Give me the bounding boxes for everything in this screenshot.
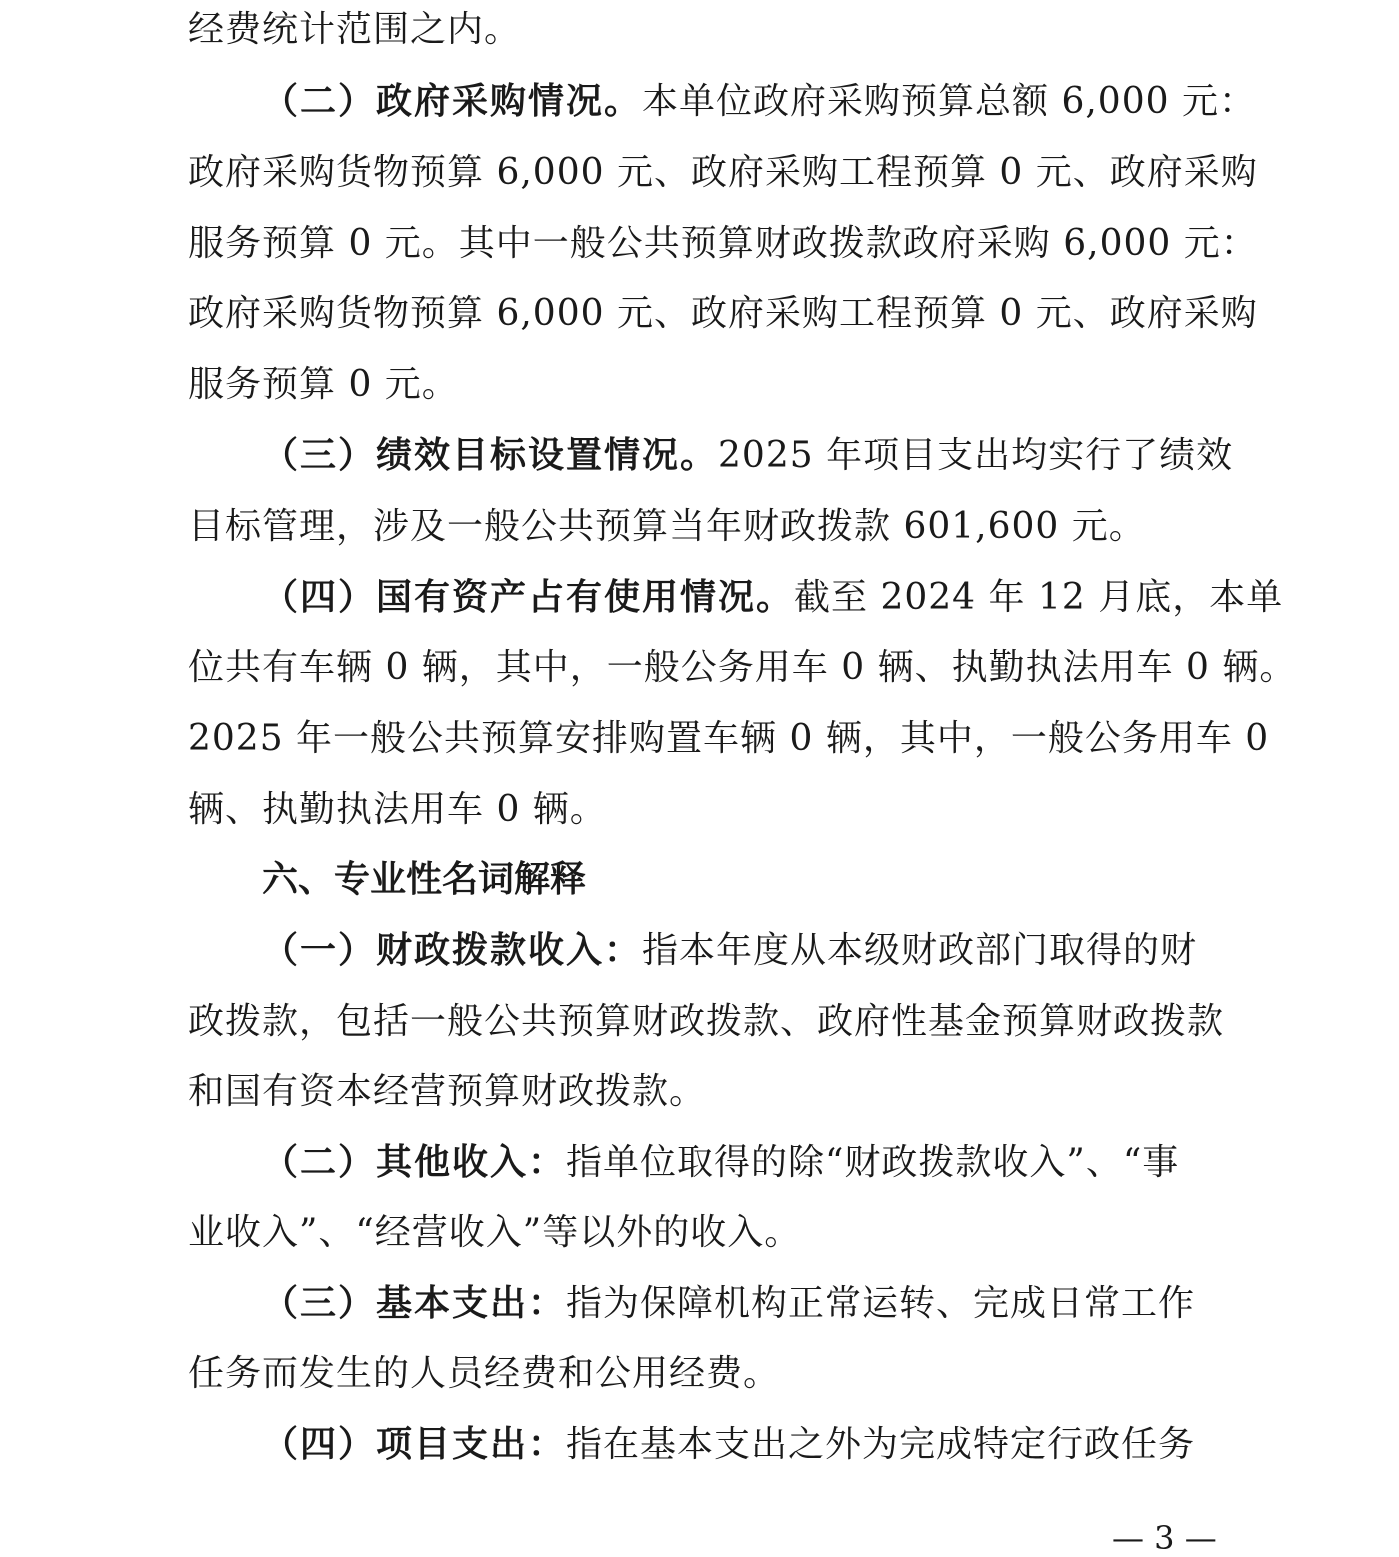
paragraph-line	[262, 80, 1256, 124]
paragraph-lead-state-assets: （四）国有资产占有使用情况。	[262, 577, 795, 618]
page-number: — 3 —	[1112, 1519, 1217, 1557]
text: 指在基本支出之外为完成特定行政任务	[566, 1424, 1196, 1465]
text: 指单位取得的除“财政拨款收入”、“事	[566, 1142, 1180, 1183]
paragraph-line	[262, 1141, 1179, 1185]
paragraph-line	[188, 1352, 780, 1396]
text: 政拨款，包括一般公共预算财政拨款、政府性基金预算财政拨款	[188, 1001, 1225, 1042]
text: 政府采购货物预算 6,000 元、政府采购工程预算 0 元、政府采购	[188, 293, 1258, 334]
paragraph-line	[262, 929, 1197, 973]
paragraph-line	[188, 646, 1296, 690]
text: 指本年度从本级财政部门取得的财	[642, 930, 1198, 971]
paragraph-line	[188, 1211, 801, 1255]
paragraph-lead-basic-expenditure: （三）基本支出：	[262, 1283, 567, 1324]
section-heading	[262, 858, 586, 902]
paragraph-lead-project-expenditure: （四）项目支出：	[262, 1424, 567, 1465]
text: 任务而发生的人员经费和公用经费。	[188, 1353, 781, 1394]
paragraph-lead-other-income: （二）其他收入：	[262, 1142, 567, 1183]
paragraph-line	[262, 1423, 1195, 1467]
paragraph-line	[188, 1070, 706, 1114]
paragraph-line	[188, 1000, 1224, 1044]
paragraph-line	[188, 363, 459, 407]
text: 服务预算 0 元。	[188, 364, 459, 405]
paragraph-line	[188, 151, 1258, 195]
paragraph-line	[188, 8, 521, 52]
paragraph-line	[188, 222, 1258, 266]
paragraph-line	[188, 717, 1269, 761]
text: 辆、执勤执法用车 0 辆。	[188, 789, 607, 830]
paragraph-line	[188, 788, 607, 832]
section-heading-text: 六、专业性名词解释	[262, 859, 587, 900]
text: 本单位政府采购预算总额 6,000 元：	[642, 81, 1256, 122]
paragraph-line	[188, 505, 1146, 549]
text: 和国有资本经营预算财政拨款。	[188, 1071, 707, 1112]
text: 2025 年一般公共预算安排购置车辆 0 辆，其中，一般公务用车 0	[188, 718, 1270, 759]
text: 业收入”、“经营收入”等以外的收入。	[188, 1212, 802, 1253]
text: 经费统计范围之内。	[188, 9, 522, 50]
text: 目标管理，涉及一般公共预算当年财政拨款 601,600 元。	[188, 506, 1146, 547]
text: 截至 2024 年 12 月底，本单	[794, 577, 1284, 618]
paragraph-lead-performance-goals: （三）绩效目标设置情况。	[262, 435, 719, 476]
text: 位共有车辆 0 辆，其中，一般公务用车 0 辆、执勤执法用车 0 辆。	[188, 647, 1297, 688]
text: 服务预算 0 元。其中一般公共预算财政拨款政府采购 6,000 元：	[188, 223, 1258, 264]
paragraph-line	[262, 576, 1283, 620]
text: 2025 年项目支出均实行了绩效	[718, 435, 1234, 476]
text: 政府采购货物预算 6,000 元、政府采购工程预算 0 元、政府采购	[188, 152, 1258, 193]
text: 指为保障机构正常运转、完成日常工作	[566, 1283, 1196, 1324]
paragraph-line	[262, 434, 1233, 478]
paragraph-lead-gov-procurement: （二）政府采购情况。	[262, 81, 643, 122]
paragraph-lead-fiscal-income: （一）财政拨款收入：	[262, 930, 643, 971]
paragraph-line	[188, 292, 1258, 336]
paragraph-line	[262, 1282, 1195, 1326]
